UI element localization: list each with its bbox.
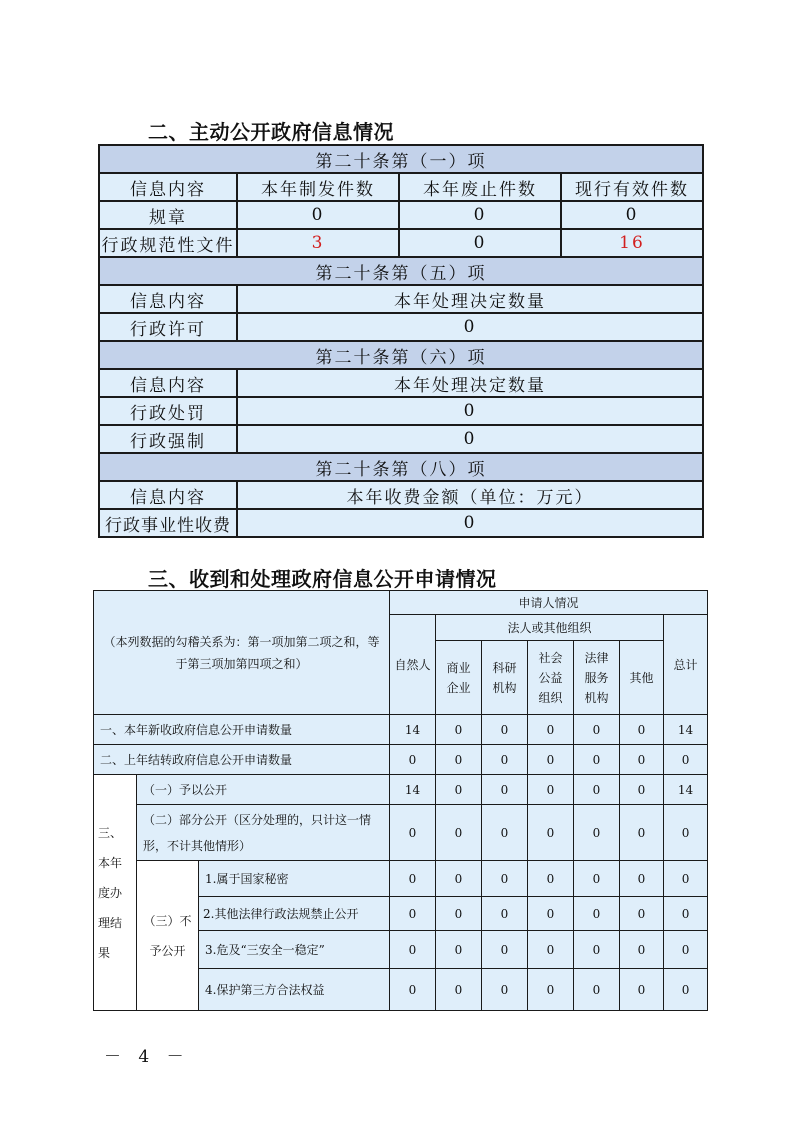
cell-value: 0	[482, 861, 528, 897]
cell-value: 0	[561, 201, 703, 229]
cell-value: 0	[528, 775, 574, 805]
cell-value: 0	[482, 805, 528, 861]
column-header: 本年处理决定数量	[237, 285, 703, 313]
cell-value: 0	[620, 715, 664, 745]
cell-value: 0	[620, 969, 664, 1011]
row-label: 行政许可	[99, 313, 237, 341]
block8-header: 第二十条第（八）项	[99, 453, 703, 481]
cell-value: 0	[237, 201, 399, 229]
row-label: （二）部分公开（区分处理的，只计这一情形，不计其他情形）	[137, 805, 390, 861]
row-label: 3.危及“三安全一稳定”	[199, 931, 390, 969]
cell-value: 0	[436, 745, 482, 775]
row-label: 行政处罚	[99, 397, 237, 425]
column-header: 信息内容	[99, 285, 237, 313]
business-header: 商业企业	[436, 641, 482, 715]
column-header: 现行有效件数	[561, 173, 703, 201]
cell-value: 16	[561, 229, 703, 257]
cell-value: 0	[482, 775, 528, 805]
column-header: 本年处理决定数量	[237, 369, 703, 397]
row-label: 规章	[99, 201, 237, 229]
not-open-group-label: （三）不予公开	[137, 861, 199, 1011]
cell-value: 0	[390, 969, 436, 1011]
cell-value: 0	[574, 715, 620, 745]
other-header: 其他	[620, 641, 664, 715]
section-3-title: 三、收到和处理政府信息公开申请情况	[148, 567, 497, 591]
cell-value: 0	[390, 897, 436, 931]
cell-value: 0	[436, 897, 482, 931]
cell-value: 0	[574, 931, 620, 969]
row-label: 2.其他法律行政法规禁止公开	[199, 897, 390, 931]
cell-value: 0	[664, 745, 708, 775]
cell-value: 0	[528, 931, 574, 969]
cell-value: 0	[620, 775, 664, 805]
column-header: 信息内容	[99, 369, 237, 397]
proactive-disclosure-table	[98, 144, 704, 538]
block1-header: 第二十条第（一）项	[99, 145, 703, 173]
cell-value: 0	[528, 969, 574, 1011]
note-cell: （本列数据的勾稽关系为：第一项加第二项之和，等于第三项加第四项之和）	[94, 591, 390, 715]
row-label: 4.保护第三方合法权益	[199, 969, 390, 1011]
social-org-header: 社会公益组织	[528, 641, 574, 715]
cell-value: 0	[528, 861, 574, 897]
cell-value: 0	[528, 897, 574, 931]
row-label: 1.属于国家秘密	[199, 861, 390, 897]
research-header: 科研机构	[482, 641, 528, 715]
cell-value: 0	[528, 745, 574, 775]
cell-value: 0	[528, 715, 574, 745]
column-header: 信息内容	[99, 481, 237, 509]
cell-value: 0	[436, 969, 482, 1011]
row-label: 行政事业性收费	[99, 509, 237, 537]
cell-value: 0	[237, 425, 703, 453]
cell-value: 0	[574, 861, 620, 897]
cell-value: 0	[574, 969, 620, 1011]
cell-value: 0	[390, 805, 436, 861]
cell-value: 0	[390, 745, 436, 775]
natural-person-header: 自然人	[390, 615, 436, 715]
cell-value: 0	[620, 805, 664, 861]
cell-value: 3	[237, 229, 399, 257]
block5-header: 第二十条第（五）项	[99, 257, 703, 285]
cell-value: 0	[664, 897, 708, 931]
cell-value: 0	[620, 745, 664, 775]
cell-value: 14	[664, 715, 708, 745]
cell-value: 0	[237, 313, 703, 341]
cell-value: 0	[482, 715, 528, 745]
cell-value: 0	[482, 931, 528, 969]
cell-value: 0	[399, 229, 561, 257]
block6-header: 第二十条第（六）项	[99, 341, 703, 369]
applicant-header: 申请人情况	[390, 591, 708, 615]
cell-value: 14	[664, 775, 708, 805]
cell-value: 0	[664, 805, 708, 861]
cell-value: 0	[436, 715, 482, 745]
cell-value: 0	[436, 775, 482, 805]
column-header: 信息内容	[99, 173, 237, 201]
cell-value: 0	[482, 745, 528, 775]
cell-value: 0	[390, 931, 436, 969]
cell-value: 0	[528, 805, 574, 861]
cell-value: 0	[664, 931, 708, 969]
column-header: 本年制发件数	[237, 173, 399, 201]
column-header: 本年收费金额（单位：万元）	[237, 481, 703, 509]
application-handling-table	[93, 590, 708, 1011]
cell-value: 0	[482, 969, 528, 1011]
cell-value: 0	[574, 805, 620, 861]
page-number: － 4 －	[104, 1047, 190, 1067]
result-group-label: 三、本年度办理结果	[94, 775, 137, 1011]
legal-service-header: 法律服务机构	[574, 641, 620, 715]
cell-value: 0	[620, 931, 664, 969]
legal-org-header: 法人或其他组织	[436, 615, 664, 641]
total-header: 总计	[664, 615, 708, 715]
cell-value: 14	[390, 715, 436, 745]
row-label: 行政强制	[99, 425, 237, 453]
cell-value: 0	[574, 745, 620, 775]
section-2-title: 二、主动公开政府信息情况	[148, 120, 394, 144]
cell-value: 0	[436, 805, 482, 861]
cell-value: 0	[237, 509, 703, 537]
cell-value: 14	[390, 775, 436, 805]
column-header: 本年废止件数	[399, 173, 561, 201]
cell-value: 0	[399, 201, 561, 229]
cell-value: 0	[436, 861, 482, 897]
cell-value: 0	[390, 861, 436, 897]
cell-value: 0	[436, 931, 482, 969]
row-label: 行政规范性文件	[99, 229, 237, 257]
cell-value: 0	[237, 397, 703, 425]
cell-value: 0	[664, 861, 708, 897]
row-label: 一、本年新收政府信息公开申请数量	[94, 715, 390, 745]
cell-value: 0	[664, 969, 708, 1011]
row-label: 二、上年结转政府信息公开申请数量	[94, 745, 390, 775]
row-label: （一）予以公开	[137, 775, 390, 805]
cell-value: 0	[574, 897, 620, 931]
cell-value: 0	[620, 861, 664, 897]
cell-value: 0	[574, 775, 620, 805]
cell-value: 0	[482, 897, 528, 931]
cell-value: 0	[620, 897, 664, 931]
